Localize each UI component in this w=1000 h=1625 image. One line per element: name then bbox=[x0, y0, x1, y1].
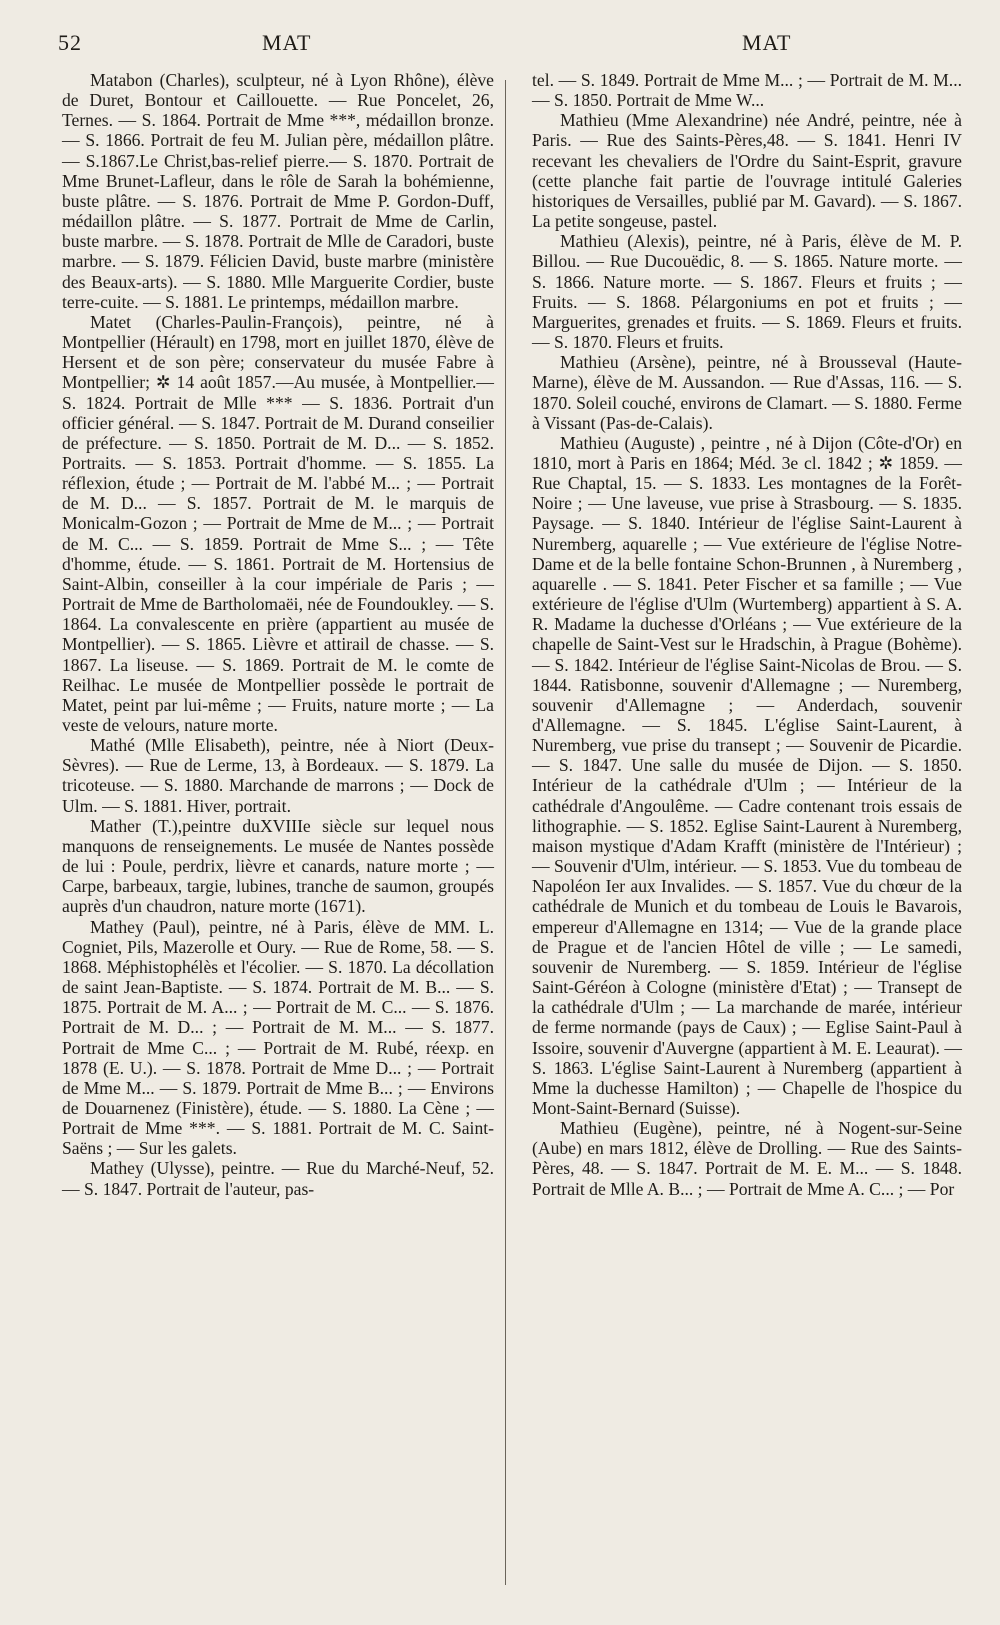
entry-mathey-ulysse: Mathey (Ulysse), peintre. — Rue du Marché-Neuf, 52. — S. 1847. Portrait de l'auteur, pas- bbox=[62, 1158, 494, 1199]
entry-mathieu-auguste: Mathieu (Auguste) , peintre , né à Dijon (Côte-d'Or) en 1810, mort à Paris en 1864; Méd. 3e cl. 1842 ; ✲ 1859. — Rue Chaptal, 15. — S. 1833. Les montagnes de la Forêt-Noire ; — Une laveuse, vue prise à Strasbourg. — S. 1835. Paysage. — S. 1840. Intérieur de l'église Saint-Laurent à Nuremberg, aquarelle ; — Vue extérieure de l'église Notre-Dame et de la belle fontaine Schon-Brunnen , à Nuremberg , aquarelle . — S. 1841. Peter Fischer et sa famille ; — Vue extérieure de l'église d'Ulm (Wurtemberg) appartient à S. A. R. Madame la duchesse d'Orléans ; — Vue extérieure de la chapelle de Saint-Vest sur le Hradschin, à Prague (Bohème). — S. 1842. Intérieur de l'église Saint-Nicolas de Brou. — S. 1844. Ratisbonne, souvenir d'Allemagne ; — Nuremberg, souvenir d'Allemagne ; — Anderdach, souvenir d'Allemagne. — S. 1845. L'église Saint-Laurent, à Nuremberg, vue prise du transept ; — Souvenir de Picardie. — S. 1847. Une salle du musée de Dijon. — S. 1850. Intérieur de la cathédrale d'Ulm ; — Intérieur de la cathédrale d'Angoulême. — Cadre contenant trois essais de lithographie. — S. 1852. Eglise Saint-Laurent à Nuremberg, maison mystique d'Adam Krafft (ministère de l'Intérieur) ; — Souvenir d'Ulm, intérieur. — S. 1853. Vue du tombeau de Napoléon Ier aux Invalides. — S. 1857. Vue du chœur de la cathédrale de Munich et du tombeau de Louis le Bavarois, empereur d'Allemagne en 1314; — Vue de la grande place de Prague et de l'ancien Hôtel de ville ; — Le samedi, souvenir de Nuremberg. — S. 1859. Intérieur de l'église Saint-Géréon à Cologne (ministère d'Etat) ; — Transept de la cathédrale d'Ulm ; — La marchande de marée, intérieur de ferme normande (pays de Caux) ; — Eglise Saint-Paul à Issoire, souvenir d'Auvergne (appartient à M. E. Leaurat). — S. 1863. L'église Saint-Laurent à Nuremberg (appartient à Mme la duchesse Hamilton) ; — Chapelle de l'hospice du Mont-Saint-Bernard (Suisse). bbox=[532, 432, 962, 1118]
entry-mathieu-eugene: Mathieu (Eugène), peintre, né à Nogent-sur-Seine (Aube) en mars 1812, élève de Drolling. — Rue des Saints-Pères, 48. — S. 1847. Portrait de M. E. M... — S. 1848. Portrait de Mlle A. B... ; — Portrait de Mme A. C... ; — Por bbox=[532, 1118, 962, 1199]
right-column bbox=[532, 70, 962, 1199]
entry-mathieu-alexis: Mathieu (Alexis), peintre, né à Paris, élève de M. P. Billou. — Rue Ducouëdic, 8. — S. 1865. Nature morte. — S. 1866. Nature morte. — S. 1867. Fleurs et fruits ; — Fruits. — S. 1868. Pélargoniums en pot et fruits ; — Marguerites, grenades et fruits. — S. 1869. Fleurs et fruits. — S. 1870. Fleurs et fruits. bbox=[532, 231, 962, 353]
entry-mather: Mather (T.),peintre duXVIIIe siècle sur lequel nous manquons de renseignements. Le musée de Nantes possède de lui : Poule, perdrix, lièvre et canards, nature morte ; — Carpe, barbeaux, targie, lubines, tranche de saumon, groupés auprès d'un chaudron, nature morte (1671). bbox=[62, 815, 494, 917]
page-number: 52 bbox=[58, 30, 82, 55]
entry-matabon: Matabon (Charles), sculpteur, né à Lyon Rhône), élève de Duret, Bontour et Caillouette. — Rue Poncelet, 26, Ternes. — S. 1864. Portrait de Mme ***, médaillon bronze. — S. 1866. Portrait de feu M. Julian père, médaillon plâtre. — S.1867.Le Christ,bas-relief pierre.— S. 1870. Portrait de Mme Brunet-Lafleur, dans le rôle de Sarah la bohémienne, buste plâtre. — S. 1876. Portrait de Mme P. Gordon-Duff, médaillon plâtre. — S. 1877. Portrait de Mme de Carlin, buste marbre. — S. 1878. Portrait de Mlle de Caradori, buste marbre. — S. 1879. Félicien David, buste marbre (ministère des Beaux-arts). — S. 1880. Mlle Marguerite Cordier, buste terre-cuite. — S. 1881. Le printemps, médaillon marbre. bbox=[62, 70, 494, 312]
entry-mathieu-alexandrine: Mathieu (Mme Alexandrine) née André, peintre, née à Paris. — Rue des Saints-Pères,48. — S. 1841. Henri IV recevant les chevaliers de l'Ordre du Saint-Esprit, gravure (cette planche fait partie de l'ouvrage intitulé Galeries historiques de Versailles, publié par M. Gavard). — S. 1867. La petite songeuse, pastel. bbox=[532, 110, 962, 232]
entry-matet: Matet (Charles-Paulin-François), peintre, né à Montpellier (Hérault) en 1798, mort en juillet 1870, élève de Hersent et de son père; conservateur du musée Fabre à Montpellier; ✲ 14 août 1857.—Au musée, à Montpellier.—S. 1824. Portrait de Mlle *** — S. 1836. Portrait d'un officier général. — S. 1847. Portrait de M. Durand conseilier de préfecture. — S. 1850. Portrait de M. D... — S. 1852. Portraits. — S. 1853. Portrait d'homme. — S. 1855. La réflexion, étude ; — Portrait de M. l'abbé M... ; — Portrait de M. D... — S. 1857. Portrait de M. le marquis de Monicalm-Gozon ; — Portrait de Mme de M... ; — Portrait de M. C... — S. 1859. Portrait de Mme S... ; — Tête d'homme, étude. — S. 1861. Portrait de M. Hortensius de Saint-Albin, conseiller à la cour impériale de Paris ; — Portrait de Mme de Bartholomaëi, née de Foundoukley. — S. 1864. La convalescente en prière (appartient au musée de Montpellier). — S. 1865. Lièvre et attirail de chasse. — S. 1867. La liseuse. — S. 1869. Portrait de M. le comte de Reilhac. Le musée de Montpellier possède le portrait de Matet, peint par lui-même ; — Fruits, nature morte ; — La veste de velours, nature morte. bbox=[62, 311, 494, 735]
left-column bbox=[62, 70, 494, 1199]
running-head-right: MAT bbox=[742, 30, 792, 55]
entry-continuation: tel. — S. 1849. Portrait de Mme M... ; — Portrait de M. M... — S. 1850. Portrait de Mme W... bbox=[532, 70, 962, 111]
running-head-left: MAT bbox=[262, 30, 312, 55]
entry-mathey-paul: Mathey (Paul), peintre, né à Paris, élève de MM. L. Cogniet, Pils, Mazerolle et Oury. — Rue de Rome, 58. — S. 1868. Méphistophélès et l'écolier. — S. 1870. La décollation de saint Jean-Baptiste. — S. 1874. Portrait de M. B... — S. 1875. Portrait de M. A... ; — Portrait de M. C... — S. 1876. Portrait de M. D... ; — Portrait de M. M... — S. 1877. Portrait de Mme C... ; — Portrait de M. Rubé, réexp. en 1878 (E. U.). — S. 1878. Portrait de Mme D... ; — Portrait de Mme M... — S. 1879. Portrait de Mme B... ; — Environs de Douarnenez (Finistère), étude. — S. 1880. La Cène ; — Portrait de Mme ***. — S. 1881. Portrait de M. C. Saint-Saëns ; — Sur les galets. bbox=[62, 916, 494, 1159]
entry-mathe: Mathé (Mlle Elisabeth), peintre, née à Niort (Deux-Sèvres). — Rue de Lerme, 13, à Bordeaux. — S. 1879. La tricoteuse. — S. 1880. Marchande de marrons ; — Dock de Ulm. — S. 1881. Hiver, portrait. bbox=[62, 735, 494, 816]
column-divider bbox=[505, 80, 506, 1585]
entry-mathieu-arsene: Mathieu (Arsène), peintre, né à Brousseval (Haute-Marne), élève de M. Aussandon. — Rue d'Assas, 116. — S. 1870. Soleil couché, environs de Clamart. — S. 1880. Ferme à Vissant (Pas-de-Calais). bbox=[532, 352, 962, 433]
